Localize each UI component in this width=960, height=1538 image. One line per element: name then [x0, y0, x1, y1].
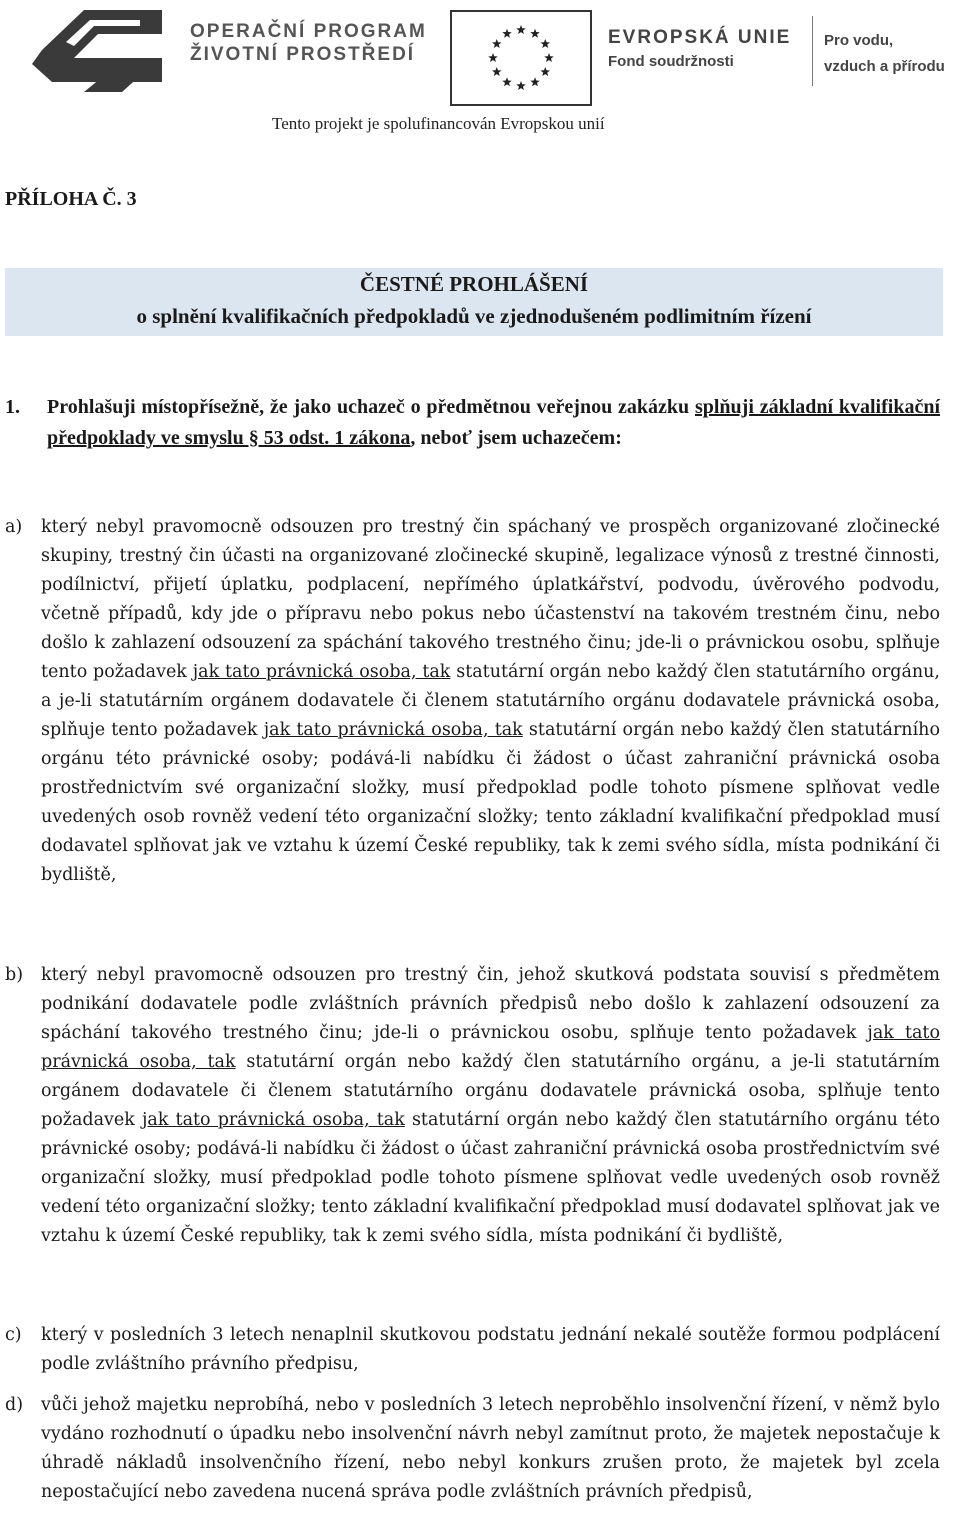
eu-star-icon — [516, 25, 526, 34]
page-title: ČESTNÉ PROHLÁŠENÍ — [359, 272, 589, 296]
eu-star-icon — [544, 53, 554, 62]
eu-star-icon — [530, 77, 540, 86]
eu-star-icon — [488, 53, 498, 62]
page-subtitle: o splnění kvalifikačních předpokladů ve zjednodušeném podlimitním řízení — [136, 304, 812, 328]
program-name: OPERAČNÍ PROGRAM ŽIVOTNÍ PROSTŘEDÍ — [190, 21, 427, 65]
slogan: Pro vodu, vzduch a přírodu — [824, 32, 945, 75]
eu-star-icon — [530, 29, 540, 38]
opzp-logo-icon — [22, 4, 177, 96]
eu-fund-name: EVROPSKÁ UNIE Fond soudržnosti — [608, 27, 792, 70]
eu-flag-icon — [450, 10, 592, 106]
intro-number: 1. — [5, 396, 20, 418]
cofinancing-note: Tento projekt je spolufinancován Evropskou unií — [272, 114, 605, 133]
divider — [812, 16, 813, 86]
eu-star-icon — [492, 39, 502, 48]
eu-star-icon — [540, 39, 550, 48]
attachment-label: PŘÍLOHA Č. 3 — [5, 188, 137, 210]
eu-star-icon — [502, 77, 512, 86]
eu-star-icon — [540, 67, 550, 76]
eu-star-icon — [502, 29, 512, 38]
intro-text: Prohlašuji místopřísežně, že jako uchazeč o předmětnou veřejnou zakázku splňuji základní kvalifikační předpoklady ve smyslu § 53 odst. 1 zákona, neboť jsem uchazečem: — [47, 396, 941, 449]
eu-star-icon — [516, 81, 526, 90]
letterhead — [0, 0, 960, 140]
eu-star-icon — [492, 67, 502, 76]
title-band — [5, 268, 943, 336]
